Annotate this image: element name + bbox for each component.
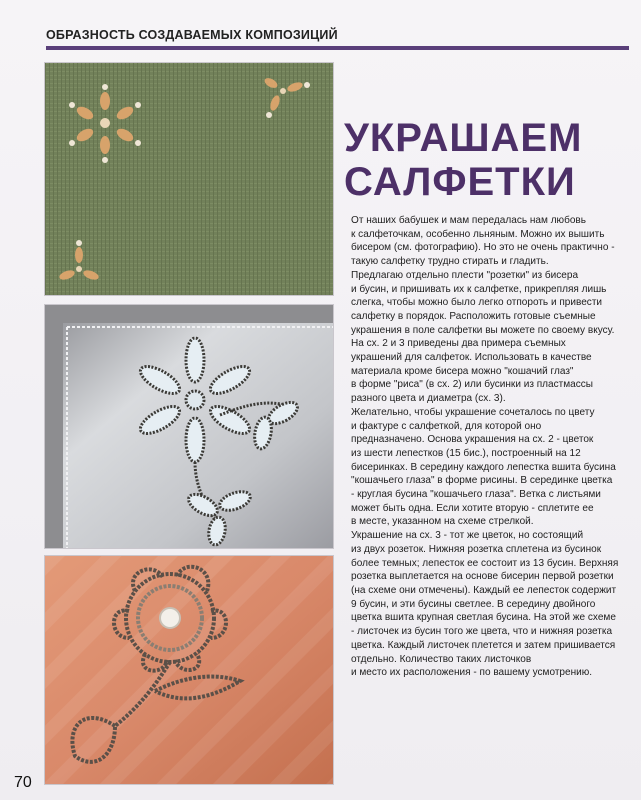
article-title-line2: САЛФЕТКИ xyxy=(344,160,576,204)
body-line: бисером (см. фотографию). Но это не очень практично - xyxy=(351,242,615,254)
page-number: 70 xyxy=(14,774,32,791)
photo-cats-eye-flower xyxy=(44,304,334,549)
body-line: предназначено. Основа украшения на сх. 2 - цветок xyxy=(351,434,594,446)
body-line: слегка, чтобы можно было легко отпороть и привести xyxy=(351,297,603,309)
body-line: в форме "риса" (в сх. 2) или бусинки из пластмассы xyxy=(351,379,594,391)
body-line: "кошачьего глаза" в форме рисины. В серединке цветка xyxy=(351,475,613,487)
body-line: Предлагаю отдельно плести "розетки" из бисера xyxy=(351,269,579,281)
article-title-line1: УКРАШАЕМ xyxy=(344,116,583,160)
body-line: и фактуре с салфеткой, для которой оно xyxy=(351,420,542,432)
body-line: из двух розеток. Нижняя розетка сплетена из бусинок xyxy=(351,543,602,555)
body-line: разного цвета и диаметра (сх. 3). xyxy=(351,393,506,405)
body-line: Желательно, чтобы украшение сочеталось по цвету xyxy=(351,406,595,418)
article-body xyxy=(351,214,626,680)
body-line: цветка. Каждый листочек плетется и затем пришивается xyxy=(351,639,616,651)
body-line: На сх. 2 и 3 приведены два примера съемных xyxy=(351,338,566,350)
body-line: От наших бабушек и мам передалась нам любовь xyxy=(351,215,587,226)
body-line: более темных; лепесток ее состоит из 13 бусин. Верхняя xyxy=(351,557,619,569)
body-line: - круглая бусина "кошачьего глаза". Ветка с листьями xyxy=(351,489,601,501)
article-title xyxy=(344,116,582,204)
photo-linen-napkin xyxy=(44,62,334,296)
body-line: отдельно. Количество таких листочков xyxy=(351,653,532,665)
body-line: такую салфетку трудно стирать и гладить. xyxy=(351,256,549,268)
body-line: розетка выплетается на основе бисерин первой розетки xyxy=(351,571,614,583)
body-line: в месте, указанном на схеме стрелкой. xyxy=(351,516,534,528)
body-line: бисеринках. В середину каждого лепестка вшита бусина xyxy=(351,461,616,473)
body-line: украшения в поле салфетки вы можете по своему вкусу. xyxy=(351,324,615,336)
body-line: цветка вшита крупная светлая бусина. На этой же схеме xyxy=(351,612,616,624)
body-line: украшений для салфеток. Использовать в качестве xyxy=(351,352,592,364)
body-line: материала кроме бисера можно "кошачий глаз" xyxy=(351,365,574,377)
body-line: 9 бусин, и эти бусины светлее. В середину двойного xyxy=(351,598,596,610)
section-title: ОБРАЗНОСТЬ СОЗДАВАЕМЫХ КОМПОЗИЦИЙ xyxy=(46,28,338,42)
page-header xyxy=(12,20,629,46)
photo-double-rosette xyxy=(44,555,334,785)
body-line: Украшение на сх. 3 - тот же цветок, но состоящий xyxy=(351,530,584,542)
body-line: и место их расположения - по вашему усмотрению. xyxy=(351,667,593,679)
body-line: к салфеточкам, особенно льняным. Можно их вышить xyxy=(351,228,605,240)
body-line: и бусин, и пришивать их к салфетке, прикрепляя лишь xyxy=(351,283,607,295)
body-line: салфетку в порядок. Расположить готовые съемные xyxy=(351,310,596,322)
body-line: (на схеме они отмечены). Каждый ее лепесток содержит xyxy=(351,584,617,596)
header-rule xyxy=(46,46,629,50)
body-line: - листочек из бусин того же цвета, что и нижняя розетка xyxy=(351,626,613,638)
body-line: из шести лепестков (15 бис.), построенный на 12 xyxy=(351,447,581,459)
body-line: может быть одна. Если хотите вторую - сплетите ее xyxy=(351,502,594,514)
